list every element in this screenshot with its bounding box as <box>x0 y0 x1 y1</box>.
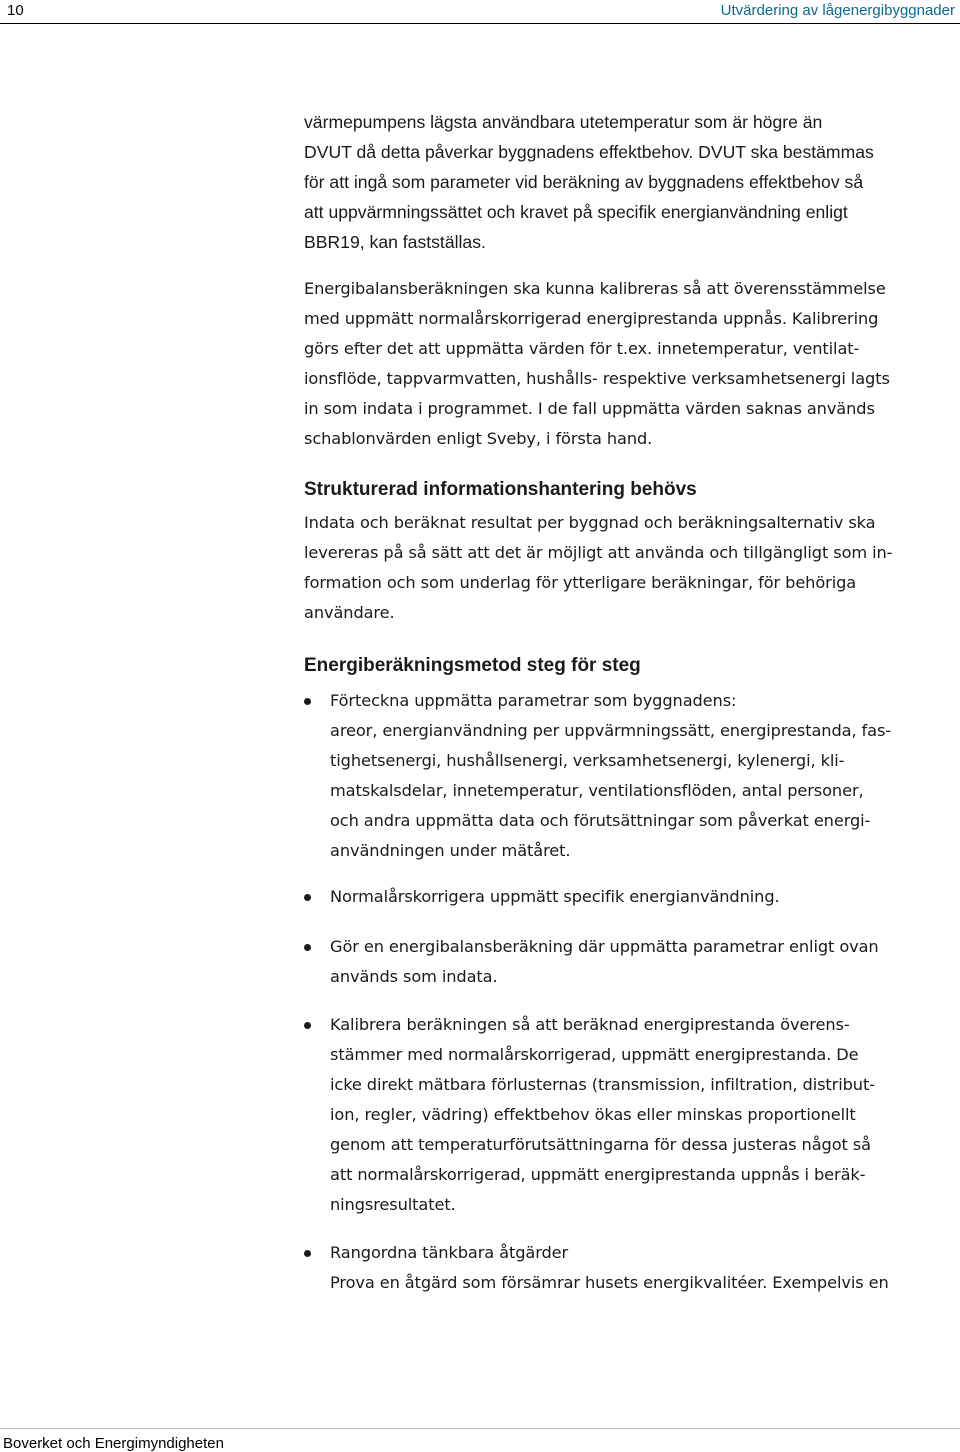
text-line: stämmer med normalårskorrigerad, uppmätt energiprestanda. De <box>330 1045 859 1064</box>
text-line: Energibalansberäkningen ska kunna kalibreras så att överensstämmelse <box>304 279 886 298</box>
section-heading-method: Energiberäkningsmetod steg för steg <box>304 655 641 676</box>
text-line: icke direkt mätbara förlusternas (transmission, infiltration, distribut- <box>330 1075 875 1094</box>
bullet-icon <box>304 1250 311 1257</box>
page-number: 10 <box>7 2 24 19</box>
text-line: matskalsdelar, innetemperatur, ventilationsflöden, antal personer, <box>330 781 864 800</box>
footer-publisher: Boverket och Energimyndigheten <box>3 1435 224 1452</box>
text-line: in som indata i programmet. I de fall uppmätta värden saknas används <box>304 399 875 418</box>
text-line: att normalårskorrigerad, uppmätt energiprestanda uppnås i beräk- <box>330 1165 866 1184</box>
list-item-text <box>330 686 914 866</box>
page-footer <box>0 1428 960 1452</box>
text-line: ionsflöde, tappvarmvatten, hushålls- respektive verksamhetsenergi lagts <box>304 369 890 388</box>
bullet-icon <box>304 944 311 951</box>
text-line: används som indata. <box>330 967 498 986</box>
list-item <box>304 882 914 912</box>
text-line: levereras på så sätt att det är möjligt att använda och tillgängligt som in- <box>304 543 893 562</box>
text-line: DVUT då detta påverkar byggnadens effektbehov. DVUT ska bestämmas <box>304 142 874 162</box>
text-line: värmepumpens lägsta användbara utetemperatur som är högre än <box>304 112 823 132</box>
text-line: BBR19, kan fastställas. <box>304 232 486 252</box>
bullet-icon <box>304 894 311 901</box>
intro-paragraph <box>304 107 904 257</box>
list-item <box>304 1238 914 1298</box>
text-line: Rangordna tänkbara åtgärder <box>330 1243 569 1262</box>
calibration-paragraph <box>304 274 904 454</box>
running-title: Utvärdering av lågenergibyggnader <box>720 2 955 19</box>
list-item-text <box>330 1238 914 1298</box>
text-line: genom att temperaturförutsättningarna för dessa justeras något så <box>330 1135 871 1154</box>
text-line: Kalibrera beräkningen så att beräknad energiprestanda överens- <box>330 1015 850 1034</box>
text-line: Indata och beräknat resultat per byggnad och beräkningsalternativ ska <box>304 513 876 532</box>
text-line: användningen under mätåret. <box>330 841 571 860</box>
header-divider <box>0 23 960 24</box>
page-header <box>0 0 960 24</box>
text-line: formation och som underlag för ytterligare beräkningar, för behöriga <box>304 573 857 592</box>
bullet-icon <box>304 698 311 705</box>
text-line: Gör en energibalansberäkning där uppmätta parametrar enligt ovan <box>330 937 879 956</box>
list-item <box>304 686 914 866</box>
list-item-text <box>330 1010 914 1220</box>
list-item <box>304 932 914 992</box>
text-line: Förteckna uppmätta parametrar som byggnadens: <box>330 691 737 710</box>
list-item-text <box>330 932 914 992</box>
bullet-icon <box>304 1022 311 1029</box>
text-line: användare. <box>304 603 395 622</box>
footer-divider <box>0 1428 960 1429</box>
information-paragraph <box>304 508 904 628</box>
text-line: ningsresultatet. <box>330 1195 456 1214</box>
text-line: för att ingå som parameter vid beräkning av byggnadens effektbehov så <box>304 172 864 192</box>
text-line: ion, regler, vädring) effektbehov ökas eller minskas proportionellt <box>330 1105 856 1124</box>
text-line: Prova en åtgärd som försämrar husets energikvalitéer. Exempelvis en <box>330 1273 889 1292</box>
section-heading-information: Strukturerad informationshantering behövs <box>304 479 697 500</box>
text-line: görs efter det att uppmätta värden för t.ex. innetemperatur, ventilat- <box>304 339 860 358</box>
text-line: att uppvärmningssättet och kravet på specifik energianvändning enligt <box>304 202 848 222</box>
list-item-text <box>330 882 914 912</box>
text-line: med uppmätt normalårskorrigerad energiprestanda uppnås. Kalibrering <box>304 309 879 328</box>
text-line: areor, energianvändning per uppvärmningssätt, energiprestanda, fas- <box>330 721 892 740</box>
text-line: och andra uppmätta data och förutsättningar som påverkat energi- <box>330 811 871 830</box>
text-line: Normalårskorrigera uppmätt specifik energianvändning. <box>330 887 780 906</box>
text-line: tighetsenergi, hushållsenergi, verksamhetsenergi, kylenergi, kli- <box>330 751 845 770</box>
text-line: schablonvärden enligt Sveby, i första hand. <box>304 429 653 448</box>
list-item <box>304 1010 914 1220</box>
